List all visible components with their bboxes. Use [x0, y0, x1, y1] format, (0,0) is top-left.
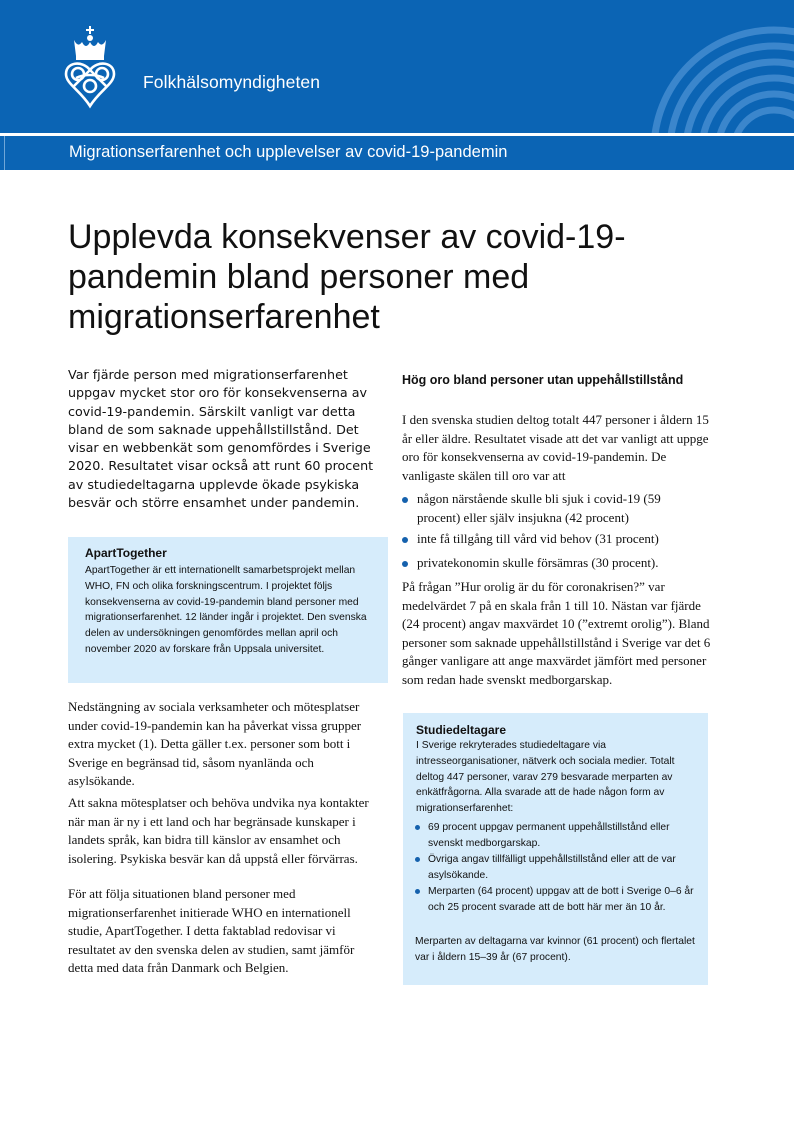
- subtitle-bar: [0, 136, 794, 170]
- info-box-heading: Studiedeltagare: [416, 723, 507, 737]
- subtitle-bar-tick: [4, 136, 5, 170]
- body-paragraph: För att följa situationen bland personer med migrationserfarenhet initierade WHO en internationell studie, ApartTogether. I detta faktablad redovisar vi resultatet av den svenska delen av studien, samt jämför detta med data från Danmark och Belgien.: [68, 886, 355, 976]
- bullet-icon: [415, 889, 420, 894]
- info-box-aparttogether: [68, 537, 388, 683]
- org-name: Folkhälsomyndigheten: [143, 72, 321, 92]
- list-item-text: 69 procent uppgav permanent uppehållstillstånd eller svenskt medborgarskap.: [428, 822, 670, 849]
- crown-heart-logo-icon: [58, 26, 122, 116]
- document-subtitle: Migrationserfarenhet och upplevelser av covid-19-pandemin: [69, 143, 508, 161]
- info-box-heading: ApartTogether: [85, 546, 167, 560]
- list-item-text: Merparten (64 procent) uppgav att de bott i Sverige 0–6 år och 25 procent svarade att de bott här mer än 10 år.: [428, 886, 694, 913]
- info-box-text: I Sverige rekryterades studiedeltagare via intresseorganisationer, nätverk och sociala medier. Totalt deltog 447 personer, varav 279 besvarade merparten av enkätfrågorna. Alla svarade att de hade någon form av migrationserfarenhet:: [416, 740, 675, 815]
- bullet-icon: [402, 497, 408, 503]
- info-box-text: Merparten av deltagarna var kvinnor (61 procent) och flertalet var i åldern 15–39 år (67 procent).: [415, 936, 695, 963]
- bullet-icon: [402, 537, 408, 543]
- body-paragraph: Att sakna mötesplatser och behöva undvika nya kontakter när man är ny i ett land och har begränsade kunskaper i landets språk, kan bidra till känslor av ensamhet och isolering. Psykiska besvär kan då uppstå eller förvärras.: [68, 795, 369, 866]
- info-box-text: ApartTogether är ett internationellt samarbetsprojekt mellan WHO, FN och olika forskningscentrum. I projektet följs konsekvenserna av covid-19-pandemin bland personer med migrationserfarenhet. 12 länder ingår i projektet. Den svenska delen av undersökningen genomfördes mellan april och november 2020 av forskare från Uppsala universitet.: [85, 565, 367, 655]
- page-title: Upplevda konsekvenser av covid-19-pandemin bland personer med migrationserfarenhet: [68, 218, 626, 336]
- header-banner: [0, 0, 794, 133]
- decorative-arcs-icon: [594, 0, 794, 133]
- bullet-icon: [402, 561, 408, 567]
- body-paragraph: Nedstängning av sociala verksamheter och mötesplatser under covid-19-pandemin kan ha påverkat vissa grupper extra mycket (1). Detta gäller t.ex. personer som bott i Sverige en begränsad tid, såsom nyanlända och asylsökande.: [68, 699, 362, 789]
- list-item-text: privatekonomin skulle försämras (30 procent).: [417, 555, 659, 570]
- body-paragraph: I den svenska studien deltog totalt 447 personer i åldern 15 år eller äldre. Resultatet visade att det var vanligt att uppge oro för konsekvenserna av covid-19-pandemin. De vanligaste skälen till oro var att: [402, 412, 709, 483]
- bullet-icon: [415, 825, 420, 830]
- bullet-icon: [415, 857, 420, 862]
- list-item-text: någon närstående skulle bli sjuk i covid-19 (59 procent) eller själv insjukna (42 procent): [417, 491, 661, 525]
- lead-paragraph: Var fjärde person med migrationserfarenhet uppgav mycket stor oro för konsekvenserna av covid-19-pandemin. Särskilt vanligt var detta bland de som saknade uppehållstillstånd. Det visar en webbenkät som genomfördes i Sverige 2020. Resultatet visar också att runt 60 procent av studiedeltagarna upplevde ökade psykiska besvär och större ensamhet under pandemin.: [68, 367, 374, 511]
- list-item-text: Övriga angav tillfälligt uppehållstillstånd eller att de var asylsökande.: [428, 854, 676, 881]
- list-item-text: inte få tillgång till vård vid behov (31 procent): [417, 531, 659, 546]
- section-heading: Hög oro bland personer utan uppehållstillstånd: [402, 373, 684, 387]
- body-paragraph: På frågan ”Hur orolig är du för coronakrisen?” var medelvärdet 7 på en skala från 1 till 10. Nästan var fjärde (24 procent) angav maxvärdet 10 (”extremt orolig”). Bland personer som saknade uppehållstillstånd i Sverige var det 6 gånger vanligare att ange maxvärdet jämfört med personer som redan hade svenskt medborgarskap.: [402, 579, 711, 687]
